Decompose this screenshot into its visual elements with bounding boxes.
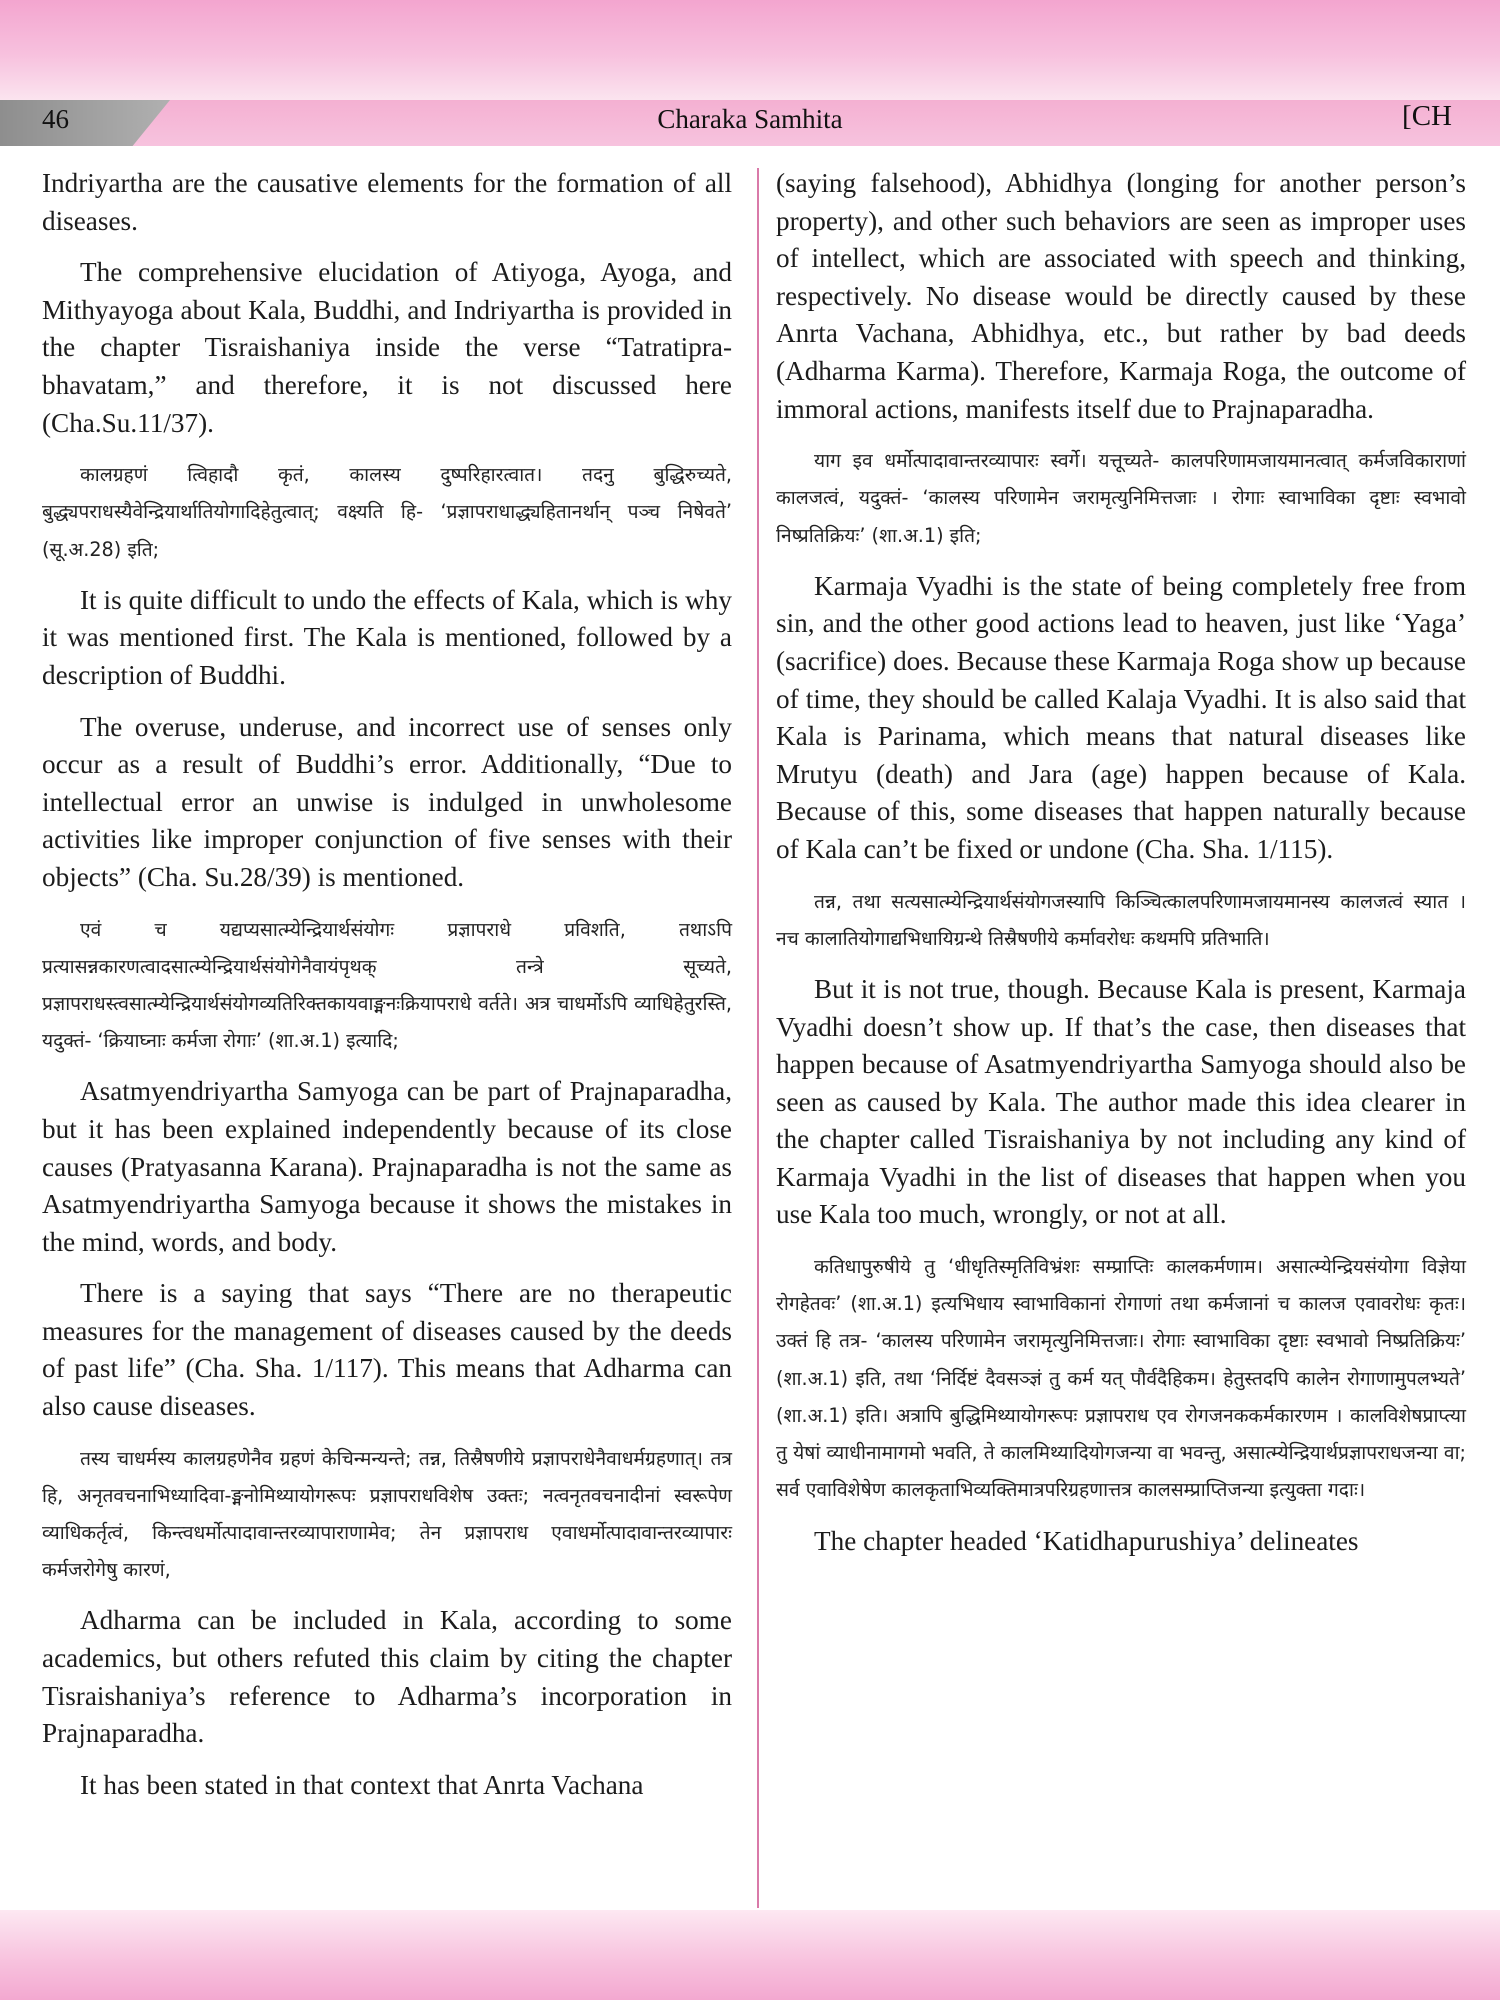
- left-column: [42, 165, 732, 1818]
- top-decorative-band: [0, 0, 1500, 100]
- sanskrit-verse: एवं च यद्यप्यसात्म्येन्द्रियार्थसंयोगः प्रज्ञापराधे प्रविशति, तथाऽपि प्रत्यासन्नकारणत्वादसात्म्येन्द्रियार्थसंयोगेनैवायंपृथक् तन्त्रे सूच्यते, प्रज्ञापराधस्त्वसात्म्येन्द्रियार्थसंयोगव्यतिरिक्तकायवाङ्मनःक्रियापराधे वर्तते। अत्र चाधर्मोऽपि व्याधिहेतुरस्ति, यदुक्तं- ‘क्रियाघ्नाः कर्मजा रोगाः’ (शा.अ.1) इत्यादि;: [42, 917, 732, 1053]
- column-divider: [757, 168, 759, 1908]
- sanskrit-verse: याग इव धर्मोत्पादावान्तरव्यापारः स्वर्गे। यत्तूच्यते- कालपरिणामजायमानत्वात् कर्मजविकाराणां कालजत्वं, यदुक्तं- ‘कालस्य परिणामेन जरामृत्युनिमित्तजाः । रोगाः स्वाभाविका दृष्टाः स्वभावो निष्प्रतिक्रियः’ (शा.अ.1) इति;: [776, 449, 1466, 547]
- body-paragraph: Adharma can be included in Kala, according to some academics, but others refuted this claim by citing the chapter Tisraishaniya’s reference to Adharma’s incorporation in Prajnaparadha.: [42, 1605, 732, 1749]
- body-paragraph: It has been stated in that context that Anrta Vachana: [80, 1769, 644, 1800]
- sanskrit-verse: तन्न, तथा सत्यसात्म्येन्द्रियार्थसंयोगजस्यापि किञ्चित्कालपरिणामजायमानस्य कालजत्वं स्यात । नच कालातियोगाद्यभिधायिग्रन्थे तिस्रैषणीये कर्मावरोधः कथमपि प्रतिभाति।: [776, 889, 1466, 950]
- body-paragraph: (saying falsehood), Abhidhya (longing for another person’s property), and other such behaviors are seen as improper uses of intellect, which are associated with speech and thinking, respectively. No disease would be directly caused by these Anrta Vachana, Abhidhya, etc., but rather by bad deeds (Adharma Karma). Therefore, Karmaja Roga, the outcome of immoral actions, manifests itself due to Prajnaparadha.: [776, 168, 1466, 424]
- sanskrit-verse: कतिधापुरुषीये तु ‘धीधृतिस्मृतिविभ्रंशः सम्प्राप्तिः कालकर्मणाम। असात्म्येन्द्रियसंयोगा विज्ञेया रोगहेतवः’ (शा.अ.1) इत्यभिधाय स्वाभाविकानां रोगाणां तथा कर्मजानां च कालज एवावरोधः कृतः। उक्तं हि तत्र- ‘कालस्य परिणामेन जरामृत्युनिमित्तजाः। रोगाः स्वाभाविका दृष्टाः स्वभावो निष्प्रतिक्रियः’ (शा.अ.1) इति, तथा ‘निर्दिष्टं दैवसञ्ज्ञं तु कर्म यत् पौर्वदैहिकम। हेतुस्तदपि कालेन रोगाणामुपलभ्यते’ (शा.अ.1) इति। अत्रापि बुद्धिमिथ्यायोगरूपः प्रज्ञापराध एव रोगजनककर्मकारणम । कालविशेषप्राप्त्या तु येषां व्याधीनामागमो भवति, ते कालमिथ्यादियोगजन्या वा भवन्तु, असात्म्येन्द्रियार्थप्रज्ञापराधजन्या वा; सर्व एवाविशेषेण कालकृताभिव्यक्तिमात्रपरिग्रहणात्तत्र कालसम्प्राप्तिजन्या इत्युक्ता गदाः।: [776, 1255, 1466, 1502]
- bottom-decorative-band: [0, 1910, 1500, 2000]
- body-paragraph: The overuse, underuse, and incorrect use of senses only occur as a result of Buddhi’s error. Additionally, “Due to intellectual error an unwise is indulged in unwholesome activities like improper conjunction of five senses with their objects” (Cha. Su.28/39) is mentioned.: [42, 711, 732, 892]
- body-paragraph: Indriyartha are the causative elements for the formation of all diseases.: [42, 168, 732, 236]
- body-paragraph: Karmaja Vyadhi is the state of being completely free from sin, and the other good actions lead to heaven, just like ‘Yaga’ (sacrifice) does. Because these Karmaja Roga show up because of time, they should be called Kalaja Vyadhi. It is also said that Kala is Parinama, which means that natural diseases like Mrutyu (death) and Jara (age) happen because of Kala. Because of this, some diseases that happen naturally because of Kala can’t be fixed or undone (Cha. Sha. 1/115).: [776, 570, 1466, 864]
- body-paragraph: Asatmyendriyartha Samyoga can be part of Prajnaparadha, but it has been explained independently because of its close causes (Pratyasanna Karana). Prajnaparadha is not the same as Asatmyendriyartha Samyoga because it shows the mistakes in the mind, words, and body.: [42, 1076, 732, 1257]
- body-paragraph: But it is not true, though. Because Kala is present, Karmaja Vyadhi doesn’t show up. If that’s the case, then diseases that happen because of Asatmyendriyartha Samyoga should also be seen as caused by Kala. The author made this idea clearer in the chapter called Tisraishaniya by not including any kind of Karmaja Vyadhi in the list of diseases that happen when you use Kala too much, wrongly, or not at all.: [776, 973, 1466, 1230]
- body-paragraph: It is quite difficult to undo the effects of Kala, which is why it was mentioned first. The Kala is mentioned, followed by a description of Buddhi.: [42, 584, 732, 690]
- sanskrit-verse: कालग्रहणं त्विहादौ कृतं, कालस्य दुष्परिहारत्वात। तदनु बुद्धिरुच्यते, बुद्ध्यपराधस्यैवेन्द्रियार्थातियोगादिहेतुत्वात्; वक्ष्यति हि- ‘प्रज्ञापराधाद्ध्यहितानर्थान् पञ्च निषेवते’ (सू.अ.28) इति;: [42, 463, 732, 561]
- sanskrit-verse: तस्य चाधर्मस्य कालग्रहणेनैव ग्रहणं केचिन्मन्यन्ते; तन्न, तिस्रैषणीये प्रज्ञापराधेनैवाधर्मग्रहणात्। तत्र हि, अनृतवचनाभिध्यादिवा-ङ्मनोमिथ्यायोगरूपः प्रज्ञापराधविशेष उक्तः; नत्वनृतवचनादीनां स्वरूपेण व्याधिकर्तृत्वं, किन्त्वधर्मोत्पादावान्तरव्यापाराणामेव; तेन प्रज्ञापराध एवाधर्मोत्पादावान्तरव्यापारः कर्मजरोगेषु कारणं,: [42, 1446, 732, 1582]
- body-paragraph: The comprehensive elucidation of Atiyoga, Ayoga, and Mithyayoga about Kala, Buddhi, and Indriyartha is provided in the chapter Tisraishaniya inside the verse “Tatratipra-bhavatam,” and therefore, it is not discussed here (Cha.Su.11/37).: [42, 257, 732, 438]
- running-title: Charaka Samhita: [657, 104, 843, 134]
- body-paragraph: There is a saying that says “There are no therapeutic measures for the management of diseases caused by the deeds of past life” (Cha. Sha. 1/117). This means that Adharma can also cause diseases.: [42, 1278, 732, 1422]
- right-column: [776, 165, 1466, 1574]
- body-paragraph: The chapter headed ‘Katidhapurushiya’ delineates: [814, 1525, 1359, 1556]
- chapter-tag: [CH: [1402, 100, 1452, 132]
- page-number: 46: [42, 104, 69, 134]
